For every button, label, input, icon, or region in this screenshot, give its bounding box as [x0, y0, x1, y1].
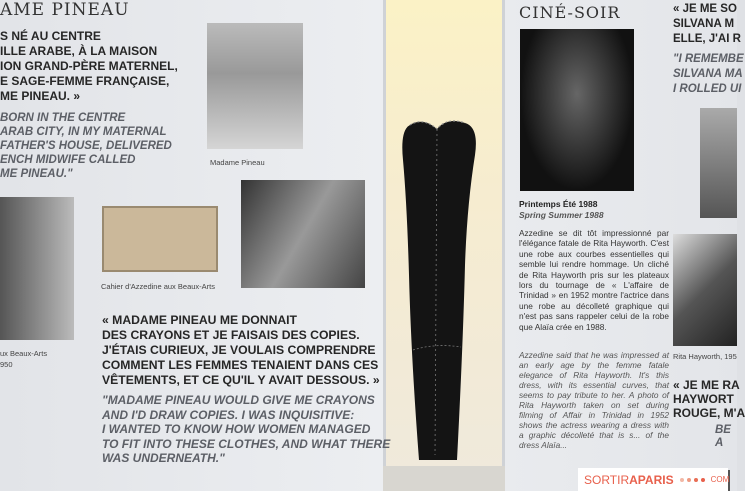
quote-english-right: "I REMEMBE SILVANA MA I ROLLED UI: [673, 53, 744, 95]
panel-title-cine-soir: CINÉ-SOIR: [519, 3, 621, 22]
brand-domain: COM: [710, 475, 730, 484]
left-photo-caption: ux Beaux-Arts 950: [0, 349, 48, 369]
season-french: Printemps Été 1988: [519, 199, 598, 209]
dress-photo: [520, 29, 634, 191]
description-english: Azzedine said that he was impressed at an early age by the femme fatale elegance of Rita Hayworth. It's this dress, with its essential curves, that seems to pay tribute to her. A photo of Rita Hayworth taken on set during filming of Affair in Trinidad in 1952 shows the actress wearing a dress with a graphic décolleté that is s... of the dress Alaïa...: [519, 350, 669, 450]
group-photo: [241, 180, 365, 288]
quote2-french: « MADAME PINEAU ME DONNAIT DES CRAYONS ET JE FAISAIS DES COPIES. J'ÉTAIS CURIEUX, JE VOULAIS COMPRENDRE COMMENT LES FEMMES TENAIENT DANS CES VÊTEMENTS, ET CE QU'IL Y AVAIT DESSOUS. »: [102, 313, 380, 387]
brand-part-2: APARIS: [629, 472, 674, 487]
young-azzedine-photo: [0, 197, 74, 340]
portrait-caption: Madame Pineau: [210, 158, 265, 167]
panel-title: AME PINEAU: [0, 0, 130, 20]
notebook-image: [102, 206, 218, 272]
season-english: Spring Summer 1988: [519, 210, 604, 220]
brand-part-1: SORTIR: [584, 472, 630, 487]
rita-hayworth-photo: [673, 234, 737, 346]
quote-english: BORN IN THE CENTRE ARAB CITY, IN MY MATERNAL FATHER'S HOUSE, DELIVERED ENCH MIDWIFE CALLED ME PINEAU.": [0, 112, 172, 180]
dots-icon: [680, 478, 705, 482]
quote2-french-right: « JE ME RA HAYWORT ROUGE, M'A: [673, 378, 745, 420]
sortiraparis-watermark: [578, 468, 728, 491]
rita-caption: Rita Hayworth, 195: [673, 352, 737, 361]
description-french: Azzedine se dit tôt impressionné par l'élégance fatale de Rita Hayworth. C'est une robe aux courbes essentielles qui semble lui rendre hommage. Un cliché de Rita Hayworth pris sur les plateaux lors du tournage de « L'affaire de Trinidad » en 1952 montre l'actrice dans une robe au décolleté graphique qui n'est pas sans rappeler celui de la robe que Alaïa crée en 1988.: [519, 228, 669, 332]
black-dress-image: [395, 115, 495, 465]
quote-french-right: « JE ME SO SILVANA M ELLE, J'AI R: [673, 3, 741, 45]
quote2-english-right: BE A: [715, 424, 731, 449]
madame-pineau-portrait: [207, 23, 303, 149]
quote2-english: "MADAME PINEAU WOULD GIVE ME CRAYONS AND I'D DRAW COPIES. I WAS INQUISITIVE: I WANTED TO KNOW HOW WOMEN MANAGED TO FIT INTO THESE CLOTHES, AND WHAT THERE WAS UNDERNEATH.": [102, 393, 391, 465]
quote-french: S NÉ AU CENTRE ILLE ARABE, À LA MAISON ION GRAND-PÈRE MATERNEL, E SAGE-FEMME FRANÇAISE, ME PINEAU. »: [0, 29, 178, 103]
woman-photo: [700, 108, 737, 218]
display-case-base: [383, 466, 505, 491]
notebook-caption: Cahier d'Azzedine aux Beaux-Arts: [101, 282, 215, 291]
